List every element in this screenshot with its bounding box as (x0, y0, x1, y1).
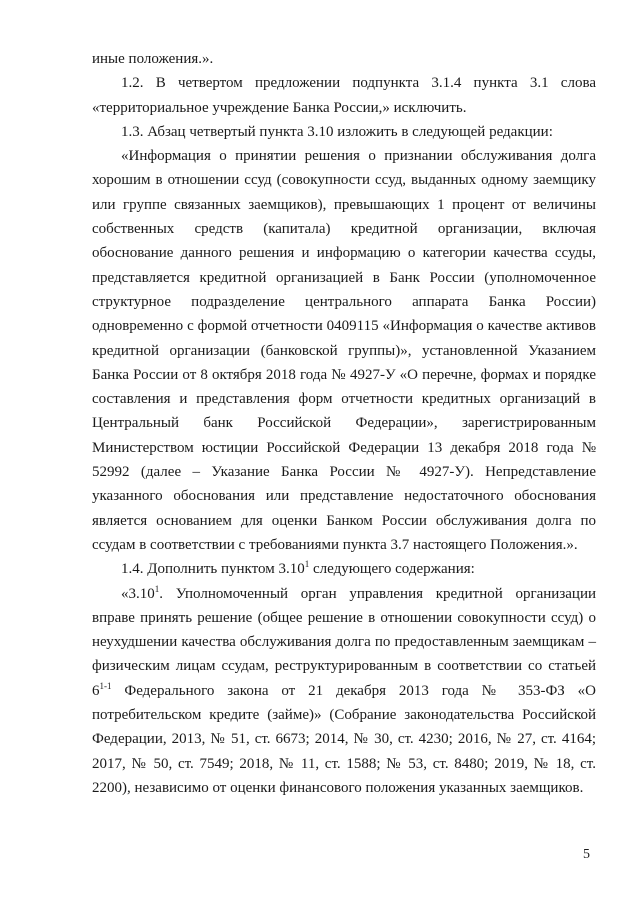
paragraph-1-3: 1.3. Абзац четвертый пункта 3.10 изложить в следующей редакции: (121, 123, 553, 140)
paragraph-1-4-text-end: следующего содержания: (309, 561, 475, 578)
superscript: 1 (154, 583, 160, 594)
paragraph-new-text-3-10-1 (92, 582, 596, 801)
paragraph-1-2: 1.2. В четвертом предложении подпункта 3.1.4 пункта 3.1 слова «территориальное учреждение Банка России,» исключить. (92, 75, 596, 116)
paragraph-new-text-3-10: «Информация о принятии решения о признании обслуживания долга хорошим в отношении ссуд (совокупности ссуд, выданных одному заемщику или группе связанных заемщиков), превышающих 1 процент от величины собственных средств (капитала) кредитной организации, включая обоснование данного решения и информацию о категории качества ссуды, представляется кредитной организацией в Банк России (уполномоченное структурное подразделение центрального аппарата Банка России) одновременно с формой отчетности 0409115 «Информация о качестве активов кредитной организации (банковской группы)», установленной Указанием Банка России от 8 октября 2018 года № 4927-У «О перечне, формах и порядке составления и представления форм отчетности кредитных организаций в Центральный банк Российской Федерации», зарегистрированным Министерством юстиции Российской Федерации 13 декабря 2018 года № 52992 (далее – Указание Банка России № 4927-У). Непредставление указанного обоснования или представление недостаточного обоснования является основанием для оценки Банком России обслуживания долга по ссудам в соответствии с требованиями пункта 3.7 настоящего Положения.». (92, 148, 596, 553)
document-body (92, 47, 596, 800)
paragraph-1-4 (92, 557, 596, 581)
paragraph-closing-quote: иные положения.». (92, 51, 214, 67)
page-number: 5 (583, 847, 590, 862)
paragraph-3-10-1-middle: . Уполномоченный орган управления кредитной организации вправе принять решение (общее решение в отношении совокупности ссуд) о неухудшении качества обслуживания долга по предоставленным заемщикам – физическим лицам ссудам, реструктурированным в соответствии со статьей 6 (92, 585, 596, 699)
paragraph-3-10-1-start: «3.10 (121, 585, 155, 602)
superscript: 1 (304, 559, 310, 570)
superscript: 1-1 (99, 680, 112, 691)
paragraph-3-10-1-end: Федерального закона от 21 декабря 2013 года № 353-ФЗ «О потребительском кредите (займе)» (Собрание законодательства Российской Федерации, 2013, № 51, ст. 6673; 2014, № 30, ст. 4230; 2016, № 27, ст. 4164; 2017, № 50, ст. 7549; 2018, № 11, ст. 1588; № 53, ст. 8480; 2019, № 18, ст. 2200), независимо от оценки финансового положения указанных заемщиков. (92, 682, 596, 796)
paragraph-1-4-text: 1.4. Дополнить пунктом 3.10 (121, 561, 305, 578)
